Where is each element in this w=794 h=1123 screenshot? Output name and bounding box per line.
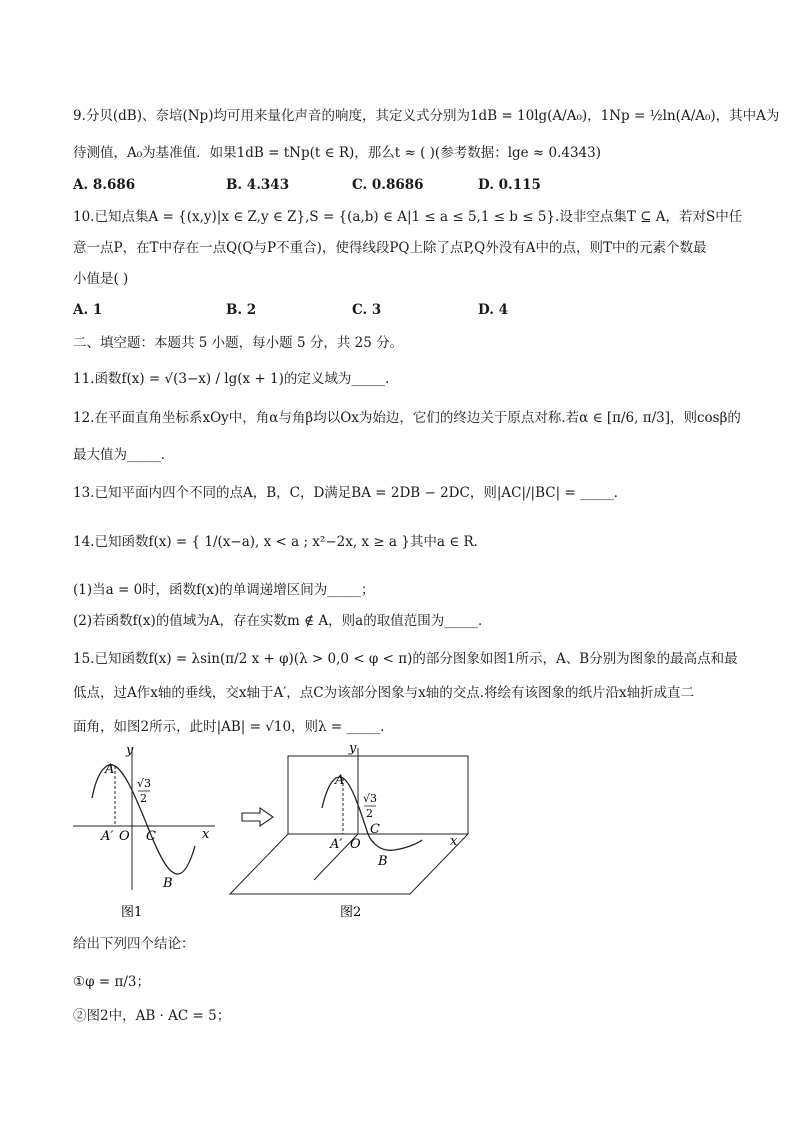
q9-option-c: C. 0.8686 <box>352 177 424 193</box>
conclusions-intro: 给出下列四个结论： <box>73 936 195 952</box>
fig1-label-aprime: A′ <box>101 829 114 844</box>
q14-part1: (1)当a = 0时，函数f(x)的单调递增区间为_____； <box>73 582 375 598</box>
q11: 11.函数f(x) = √(3−x) / lg(x + 1)的定义域为_____． <box>73 371 399 387</box>
q10-option-d: D. 4 <box>478 302 509 318</box>
q9-line2: 待测值，A₀为基准值．如果1dB = tNp(t ∈ R)，那么t ≈ ( )(参考数据：lge ≈ 0.4343) <box>73 145 602 161</box>
q10-line2: 意一点P，在T中存在一点Q(Q与P不重合)，使得线段PQ上除了点P,Q外没有A中的点，则T中的元素个数最 <box>73 240 707 256</box>
fig1-y-label: y <box>126 743 134 758</box>
q10-line1: 10.已知点集A = {(x,y)|x ∈ Z,y ∈ Z},S = {(a,b) ∈ A|1 ≤ a ≤ 5,1 ≤ b ≤ 5}.设非空点集T ⊆ A，若对S中任 <box>73 209 743 225</box>
conclusion-1: ①φ = π/3； <box>73 974 150 990</box>
fig2-label-c: C <box>370 822 380 837</box>
fig2-caption: 图2 <box>340 905 362 920</box>
q10-option-c: C. 3 <box>352 302 382 318</box>
q14-part2: (2)若函数f(x)的值域为A，存在实数m ∉ A，则a的取值范围为_____． <box>73 613 492 629</box>
figure-1 <box>65 740 225 920</box>
fig1-label-b: B <box>163 876 173 891</box>
q13: 13.已知平面内四个不同的点A，B，C，D满足BA = 2DB − 2DC，则|AC|/|BC| = _____． <box>73 485 628 501</box>
section-heading: 二、填空题：本题共 5 小题，每小题 5 分，共 25 分。 <box>73 335 404 351</box>
q10-option-a: A. 1 <box>73 302 103 318</box>
fig2-label-a: A <box>335 773 345 788</box>
q10-line3: 小值是( ) <box>73 271 129 287</box>
fig1-two: 2 <box>140 792 147 805</box>
q14-line1: 14.已知函数f(x) = { 1/(x−a), x < a ; x²−2x, x ≥ a }其中a ∈ R． <box>73 534 488 550</box>
fig2-x-label: x <box>450 834 458 849</box>
fig1-sqrt3: √3 <box>137 777 152 790</box>
figure-2 <box>222 740 482 920</box>
q15-line1: 15.已知函数f(x) = λsin(π/2 x + φ)(λ > 0,0 < φ < π)的部分图象如图1所示，A、B分别为图象的最高点和最 <box>73 651 738 667</box>
fig2-two: 2 <box>366 807 373 820</box>
fig1-caption: 图1 <box>121 905 143 920</box>
fig1-x-label: x <box>202 827 210 842</box>
fig1-label-a: A <box>105 762 115 777</box>
q9-option-b: B. 4.343 <box>226 177 290 193</box>
q15-line3: 面角，如图2所示，此时|AB| = √10，则λ = _____． <box>73 719 394 735</box>
fig2-label-aprime: A′ <box>330 837 343 852</box>
fig2-label-o: O <box>350 837 361 852</box>
q15-line2: 低点，过A作x轴的垂线，交x轴于A′，点C为该部分图象与x轴的交点.将绘有该图象的纸片沿x轴折成直二 <box>73 685 695 701</box>
q9-option-d: D. 0.115 <box>478 177 541 193</box>
q12-line1: 12.在平面直角坐标系xOy中，角α与角β均以Ox为始边，它们的终边关于原点对称.若α ∈ [π/6, π/3]，则cosβ的 <box>73 410 741 426</box>
q12-line2: 最大值为_____． <box>73 447 175 463</box>
fig2-curve-upper <box>322 777 368 834</box>
fig1-label-c: C <box>146 829 156 844</box>
fig1-label-o: O <box>119 829 130 844</box>
q9-line1: 9.分贝(dB)、奈培(Np)均可用来量化声音的响度，其定义式分别为1dB = 10lg(A/A₀)，1Np = ½ln(A/A₀)，其中A为 <box>73 108 780 124</box>
conclusion-2: ②图2中，AB · AC = 5； <box>73 1008 231 1024</box>
q9-option-a: A. 8.686 <box>73 177 136 193</box>
fig2-sqrt3: √3 <box>363 792 378 805</box>
fig2-label-b: B <box>378 854 388 869</box>
q10-option-b: B. 2 <box>226 302 257 318</box>
fig2-y-label: y <box>349 741 357 756</box>
